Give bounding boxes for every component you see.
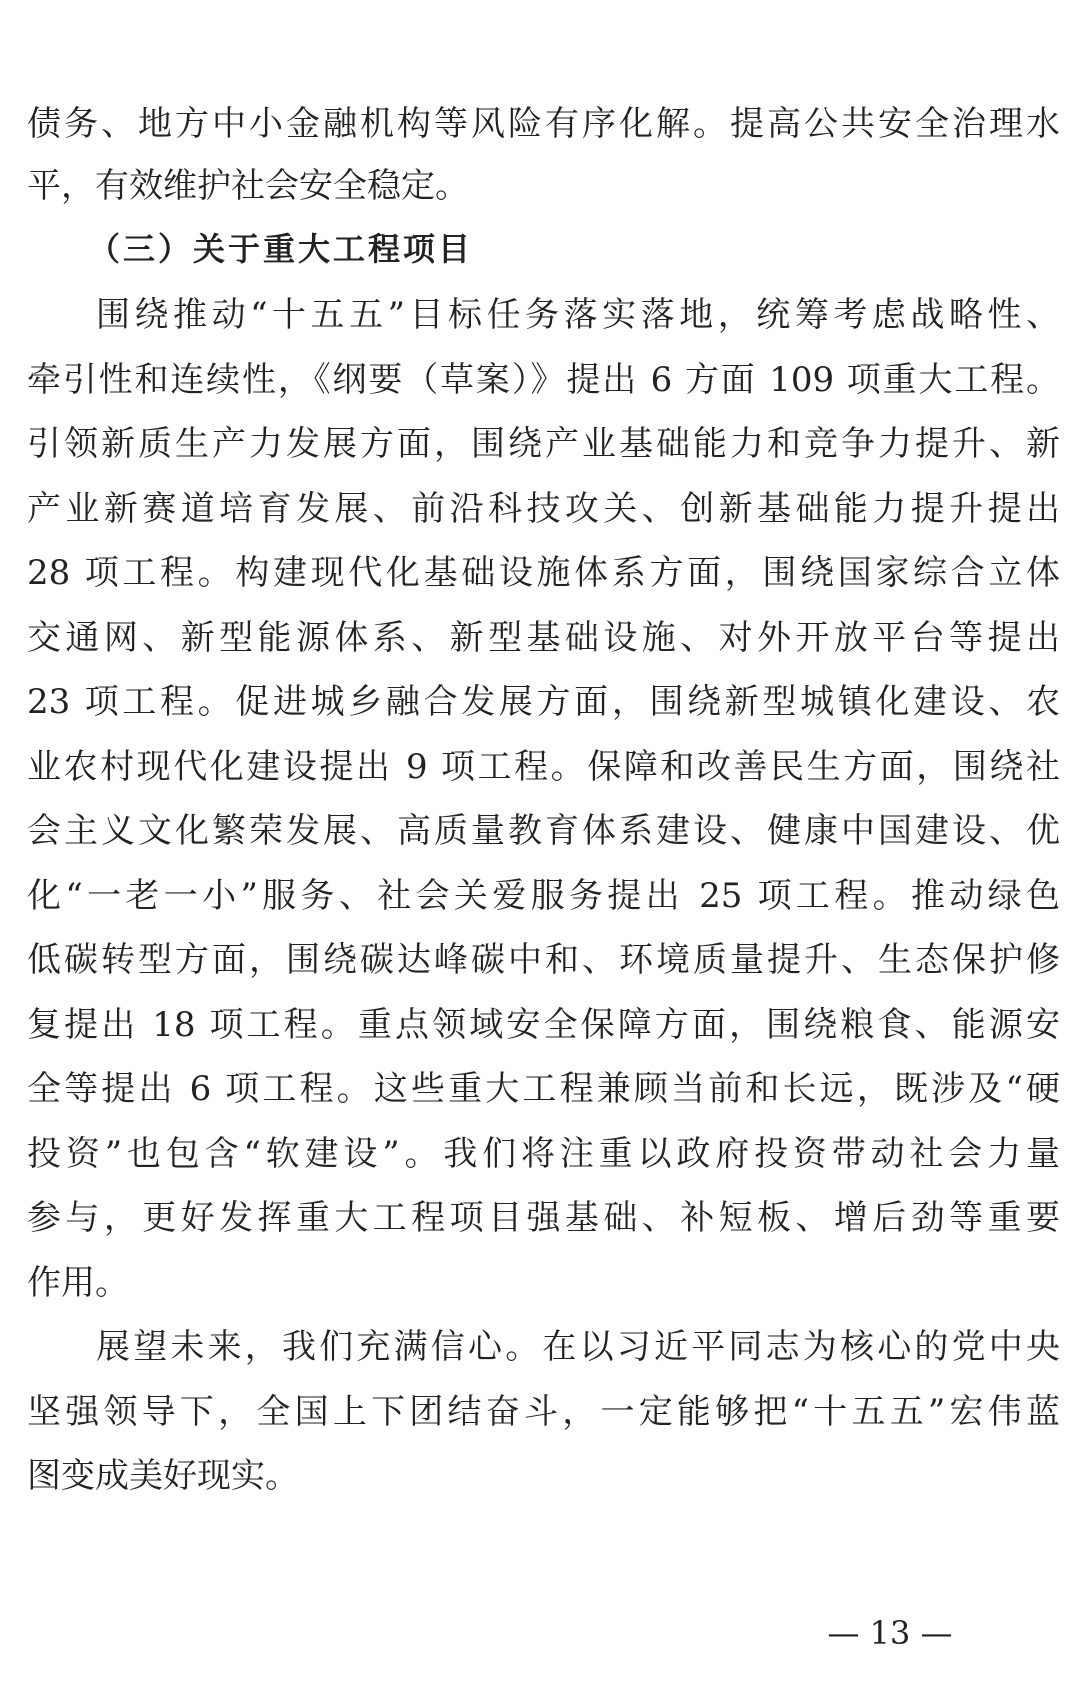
body-text-line: 围绕推动“十五五”目标任务落实落地，统筹考虑战略性、 <box>96 295 1060 335</box>
body-text-line: 平，有效维护社会安全稳定。 <box>27 166 469 206</box>
body-text-line: 28 项工程。构建现代化基础设施体系方面，围绕国家综合立体 <box>27 553 1060 593</box>
body-text-line: 全等提出 6 项工程。这些重大工程兼顾当前和长远，既涉及“硬 <box>27 1069 1060 1109</box>
body-text-line: 引领新质生产力发展方面，围绕产业基础能力和竞争力提升、新 <box>27 424 1060 464</box>
page-number: — 13 — <box>827 1614 953 1652</box>
body-text-line: 债务、地方中小金融机构等风险有序化解。提高公共安全治理水 <box>27 104 1060 144</box>
body-text-line: 交通网、新型能源体系、新型基础设施、对外开放平台等提出 <box>27 618 1060 658</box>
body-text-line: 投资”也包含“软建设”。我们将注重以政府投资带动社会力量 <box>27 1134 1060 1174</box>
body-text-line: 业农村现代化建设提出 9 项工程。保障和改善民生方面，围绕社 <box>27 747 1060 787</box>
body-text-line: 产业新赛道培育发展、前沿科技攻关、创新基础能力提升提出 <box>27 489 1060 529</box>
body-text-line: 23 项工程。促进城乡融合发展方面，围绕新型城镇化建设、农 <box>27 682 1060 722</box>
body-text-line: 会主义文化繁荣发展、高质量教育体系建设、健康中国建设、优 <box>27 811 1060 851</box>
body-text-line: 参与，更好发挥重大工程项目强基础、补短板、增后劲等重要 <box>27 1198 1060 1238</box>
body-text-line: 展望未来，我们充满信心。在以习近平同志为核心的党中央 <box>96 1327 1060 1367</box>
body-text-line: 低碳转型方面，围绕碳达峰碳中和、环境质量提升、生态保护修 <box>27 940 1060 980</box>
section-heading: （三）关于重大工程项目 <box>88 230 474 268</box>
body-text-line: 图变成美好现实。 <box>27 1456 299 1496</box>
body-text-line: 作用。 <box>27 1263 129 1303</box>
body-text-line: 坚强领导下，全国上下团结奋斗，一定能够把“十五五”宏伟蓝 <box>27 1392 1060 1432</box>
body-text-line: 化“一老一小”服务、社会关爱服务提出 25 项工程。推动绿色 <box>27 876 1060 916</box>
body-text-line: 复提出 18 项工程。重点领域安全保障方面，围绕粮食、能源安 <box>27 1005 1060 1045</box>
body-text-line: 牵引性和连续性，《纲要（草案）》提出 6 方面 109 项重大工程。 <box>27 360 1060 400</box>
